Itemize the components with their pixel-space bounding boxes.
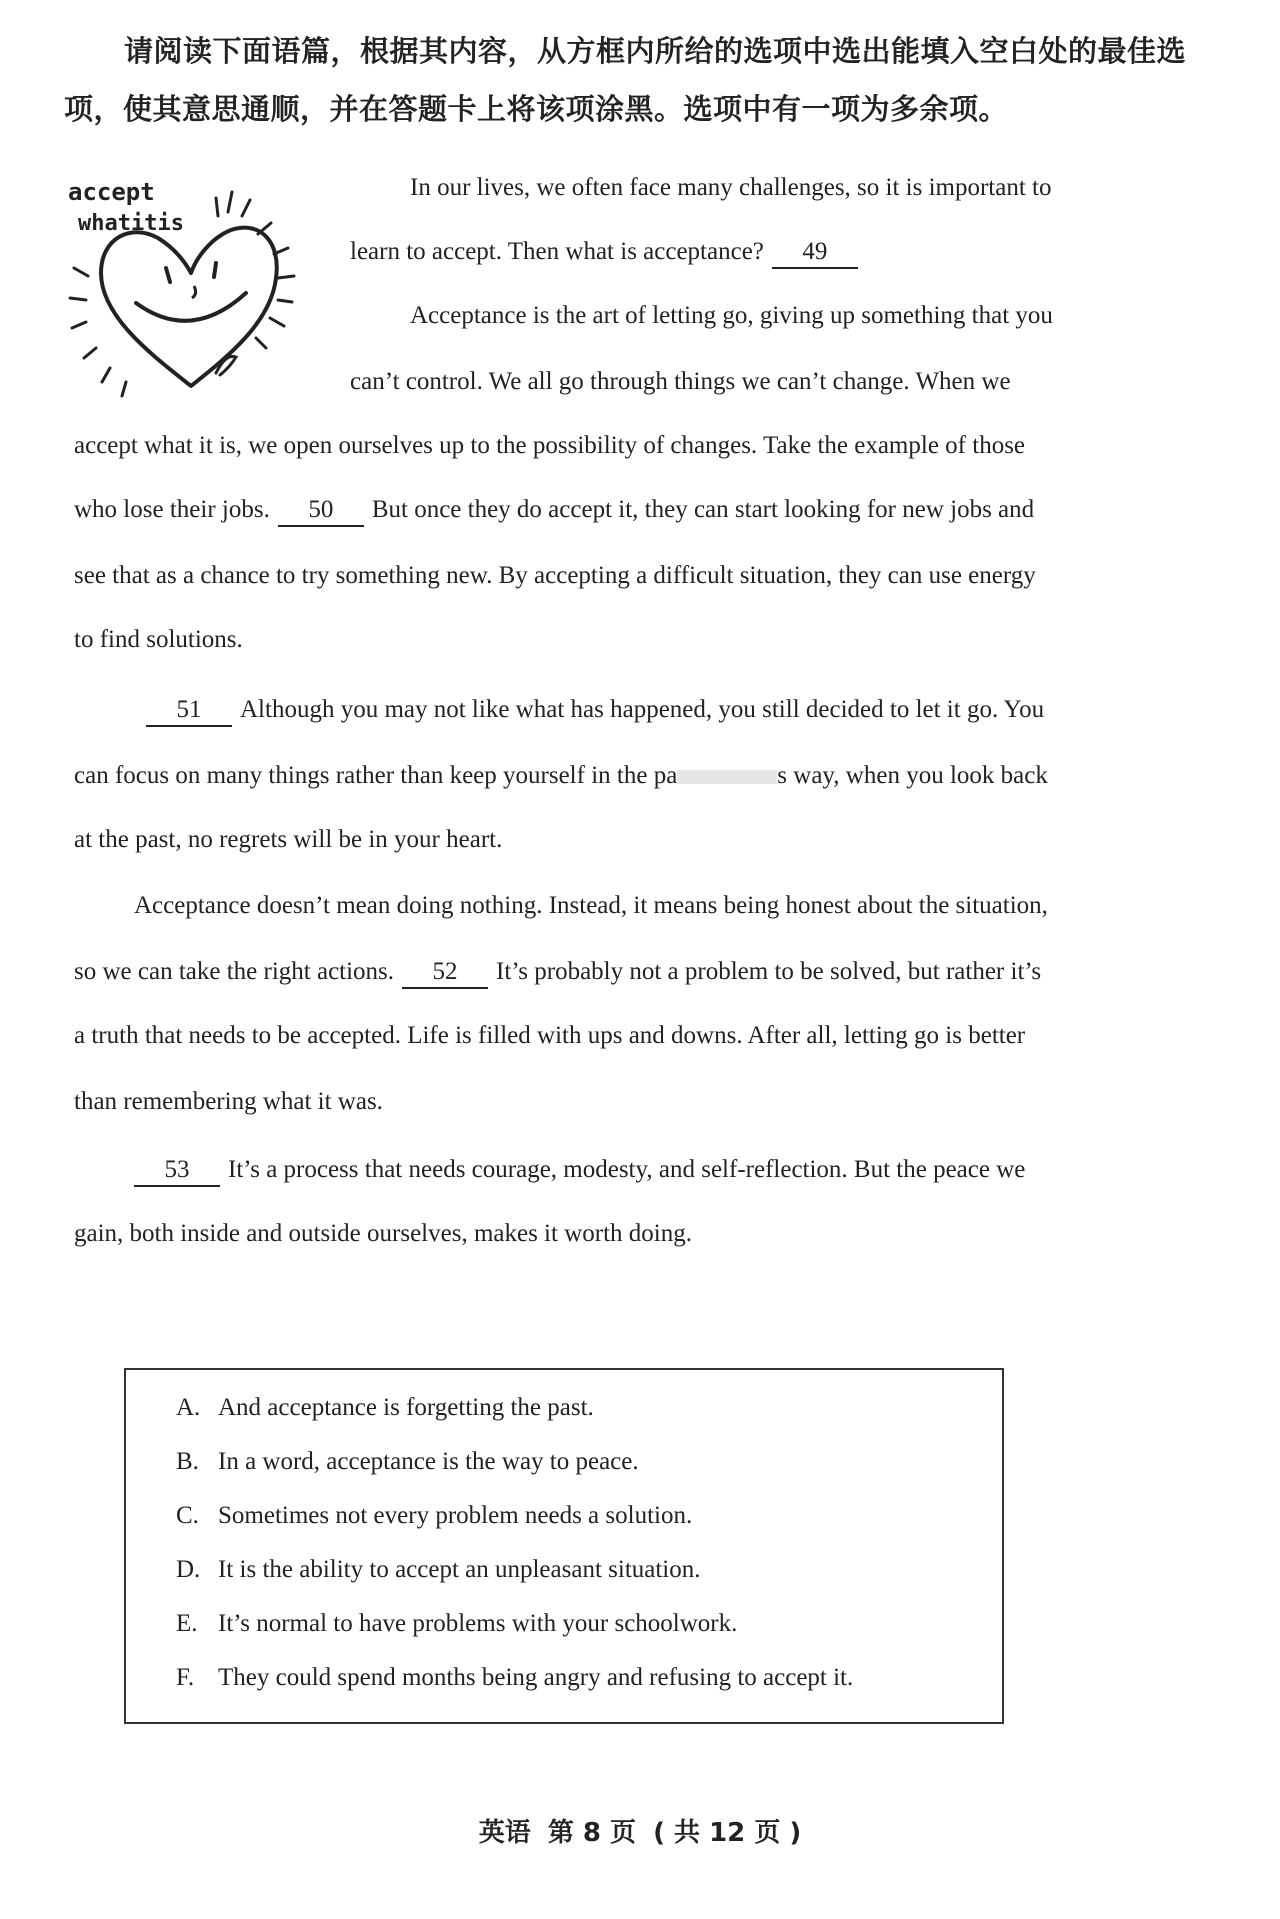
answer-blank-52: 52 <box>402 957 488 989</box>
answer-blank-50: 50 <box>278 495 364 527</box>
option-d <box>176 1556 701 1584</box>
passage-text: But once they do accept it, they can start looking for new jobs and <box>371 496 1035 523</box>
footer-subject: 英语 <box>478 1818 531 1848</box>
passage-line <box>146 690 1044 730</box>
footer-page-number: 第 8 页 <box>547 1818 637 1848</box>
option-f <box>176 1664 853 1692</box>
option-letter: B. <box>176 1448 199 1475</box>
option-text: And acceptance is forgetting the past. <box>218 1394 594 1421</box>
smiling-heart-icon <box>66 168 306 408</box>
heart-illustration <box>66 168 306 408</box>
option-text: They could spend months being angry and refusing to accept it. <box>218 1664 854 1691</box>
passage-line: gain, both inside and outside ourselves, makes it worth doing. <box>74 1220 692 1247</box>
passage-text: learn to accept. Then what is acceptance? <box>350 238 764 265</box>
passage-line: Acceptance is the art of letting go, giving up something that you <box>410 302 1053 329</box>
passage-text: who lose their jobs. <box>74 496 270 523</box>
graphic-text-accept: accept <box>68 178 155 206</box>
instructions-text: 请阅读下面语篇，根据其内容，从方框内所给的选项中选出能填入空白处的最佳选项，使其意思通顺，并在答题卡上将该项涂黑。选项中有一项为多余项。 <box>64 34 1187 126</box>
passage-line: at the past, no regrets will be in your heart. <box>74 826 503 853</box>
passage-line: a truth that needs to be accepted. Life is filled with ups and downs. After all, letting go is better <box>74 1022 1026 1049</box>
option-a <box>176 1394 594 1422</box>
option-text: Sometimes not every problem needs a solution. <box>218 1502 693 1529</box>
option-b <box>176 1448 639 1476</box>
passage-line <box>134 1150 1025 1190</box>
passage-line: see that as a chance to try something new. By accepting a difficult situation, they can use energy <box>74 562 1036 589</box>
passage-line: Acceptance doesn’t mean doing nothing. Instead, it means being honest about the situation, <box>134 892 1048 919</box>
passage-text: can focus on many things rather than keep yourself in the pa <box>74 762 678 789</box>
option-letter: E. <box>176 1610 198 1637</box>
option-c <box>176 1502 692 1530</box>
passage-line: than remembering what it was. <box>74 1088 383 1115</box>
option-letter: C. <box>176 1502 199 1529</box>
passage-line: accept what it is, we open ourselves up to the possibility of changes. Take the example of those <box>74 432 1026 459</box>
passage-line <box>74 952 1041 992</box>
answer-blank-51: 51 <box>146 695 232 727</box>
passage-text: s way, when you look back <box>777 762 1048 789</box>
passage-text: so we can take the right actions. <box>74 958 395 985</box>
page-footer <box>0 1812 1280 1849</box>
passage-text: It’s a process that needs courage, modesty, and self-reflection. But the peace we <box>228 1156 1026 1183</box>
option-letter: F. <box>176 1664 195 1691</box>
option-e <box>176 1610 737 1638</box>
passage-line: In our lives, we often face many challenges, so it is important to <box>410 174 1052 201</box>
passage-text: Although you may not like what has happened, you still decided to let it go. You <box>240 696 1045 723</box>
option-text: It is the ability to accept an unpleasant situation. <box>218 1556 701 1583</box>
smudged-text-patch <box>677 770 777 784</box>
passage-text: It’s probably not a problem to be solved, but rather it’s <box>496 958 1042 985</box>
answer-blank-49: 49 <box>772 237 858 269</box>
option-letter: D. <box>176 1556 201 1583</box>
passage-line: can’t control. We all go through things we can’t change. When we <box>350 368 1011 395</box>
footer-total-pages: ( 共 12 页 ) <box>653 1818 802 1848</box>
option-text: In a word, acceptance is the way to peace. <box>218 1448 639 1475</box>
graphic-text-whatitis: whatitis <box>78 211 184 236</box>
option-letter: A. <box>176 1394 201 1421</box>
options-box <box>124 1368 1004 1724</box>
passage-line <box>74 490 1034 530</box>
option-text: It’s normal to have problems with your schoolwork. <box>218 1610 738 1637</box>
answer-blank-53: 53 <box>134 1155 220 1187</box>
passage-line: to find solutions. <box>74 626 243 653</box>
passage-line <box>350 232 866 272</box>
passage-line <box>74 756 1048 796</box>
